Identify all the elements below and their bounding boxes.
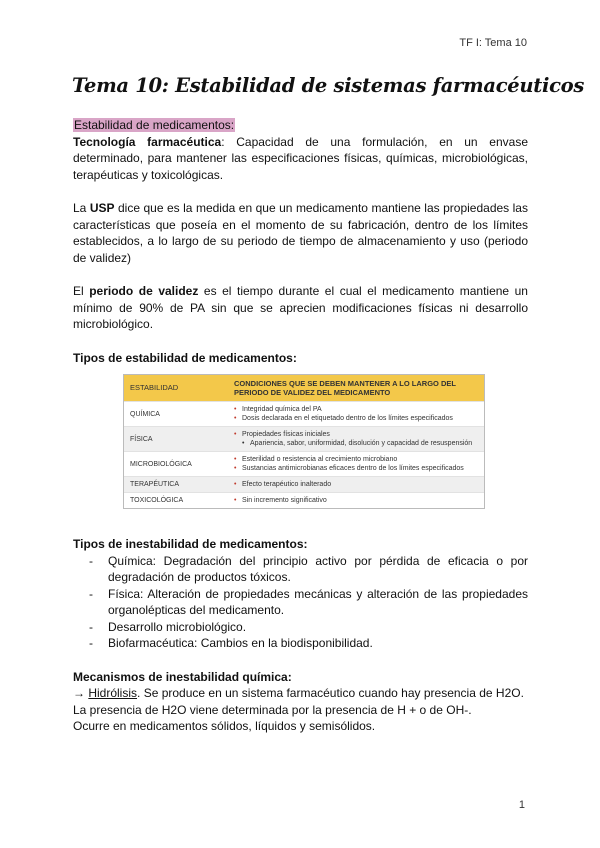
instability-list — [73, 553, 528, 652]
condition-item: • Dosis declarada en el etiquetado dentro de los límites especificados — [234, 414, 478, 423]
condition-item: • Efecto terapéutico inalterado — [234, 480, 478, 489]
row-label: TERAPÉUTICA — [124, 477, 228, 493]
row-label: QUÍMICA — [124, 402, 228, 427]
list-item: - Química: Degradación del principio activo por pérdida de eficacia o por degradación de productos tóxicos. — [73, 553, 528, 586]
heading-tipos-inestabilidad: Tipos de inestabilidad de medicamentos: — [73, 537, 308, 551]
paragraph-ocurre: Ocurre en medicamentos sólidos, líquidos y semisólidos. — [73, 719, 376, 733]
heading-tipos-estabilidad: Tipos de estabilidad de medicamentos: — [73, 350, 297, 365]
paragraph-text: . Se produce en un sistema farmacéutico cuando hay presencia de H2O. — [137, 686, 524, 700]
heading-mecanismos: Mecanismos de inestabilidad química: — [73, 669, 292, 684]
paragraph-hidrolisis — [73, 685, 528, 702]
row-label: TOXICOLÓGICA — [124, 493, 228, 509]
stability-table — [123, 374, 485, 509]
term-usp: USP — [89, 201, 115, 215]
page-number: 1 — [518, 799, 525, 811]
term-hidrolisis: Hidrólisis — [88, 686, 138, 700]
row-label: MICROBIOLÓGICA — [124, 452, 228, 477]
arrow-icon: → — [73, 686, 89, 700]
paragraph-tecnologia — [73, 134, 528, 184]
document-body — [73, 117, 528, 735]
page-title: Tema 10: Estabilidad de sistemas farmacéuticos — [72, 74, 585, 97]
condition-item: • Sustancias antimicrobianas eficaces dentro de los límites especificados — [234, 464, 478, 473]
paragraph-validez — [73, 283, 528, 333]
running-header: TF I: Tema 10 — [459, 37, 527, 49]
list-item: - Biofarmacéutica: Cambios en la biodisponibilidad. — [73, 635, 528, 652]
table-row — [124, 452, 484, 477]
table-row — [124, 477, 484, 493]
term-validez: periodo de validez — [89, 284, 199, 298]
section-highlight: Estabilidad de medicamentos: — [74, 118, 235, 132]
paragraph-h2o: La presencia de H2O viene determinada por la presencia de H + o de OH-. — [73, 702, 472, 717]
row-conditions — [228, 452, 484, 477]
paragraph-text: El — [73, 284, 90, 298]
table-header-condiciones: CONDICIONES QUE SE DEBEN MANTENER A LO LARGO DEL PERIODO DE VALIDEZ DEL MEDICAMENTO — [228, 375, 484, 402]
condition-item: • Sin incremento significativo — [234, 496, 478, 505]
paragraph-text: es el tiempo durante el cual el medicamento mantiene un mínimo de 90% de PA sin que se aprecien modificaciones físicas ni desarrollo microbiológico. — [73, 284, 528, 331]
paragraph-usp — [73, 200, 528, 266]
list-item: - Desarrollo microbiológico. — [73, 619, 528, 636]
row-conditions — [228, 402, 484, 427]
term-tecnologia: Tecnología farmacéutica — [73, 134, 222, 149]
table-row — [124, 402, 484, 427]
row-label: FÍSICA — [124, 427, 228, 452]
row-conditions — [228, 427, 484, 452]
paragraph-text: : Capacidad de una formulación, en un envase determinado, para mantener las especificaciones físicas, químicas, microbiológicas, terapéuticas y toxicológicas. — [73, 134, 528, 182]
section-heading — [73, 117, 528, 134]
condition-item: • Propiedades físicas iniciales — [234, 430, 478, 439]
list-item: - Física: Alteración de propiedades mecánicas y alteración de las propiedades organolépticas del medicamento. — [73, 586, 528, 619]
paragraph-text: La — [73, 201, 90, 215]
table-row — [124, 427, 484, 452]
table-row — [124, 493, 484, 509]
condition-item: • Esterilidad o resistencia al crecimiento microbiano — [234, 455, 478, 464]
row-conditions — [228, 477, 484, 493]
table-header-estabilidad: ESTABILIDAD — [124, 375, 228, 402]
condition-item: • Integridad química del PA — [234, 405, 478, 414]
paragraph-text: dice que es la medida en que un medicamento mantiene las propiedades las características que poseía en el momento de su fabricación, dentro de los límites establecidos, a lo largo de su periodo de tiempo de almacenamiento y uso (periodo de validez) — [73, 201, 528, 265]
row-conditions — [228, 493, 484, 509]
condition-subitem: • Apariencia, sabor, uniformidad, disolución y capacidad de resuspensión — [234, 439, 478, 448]
